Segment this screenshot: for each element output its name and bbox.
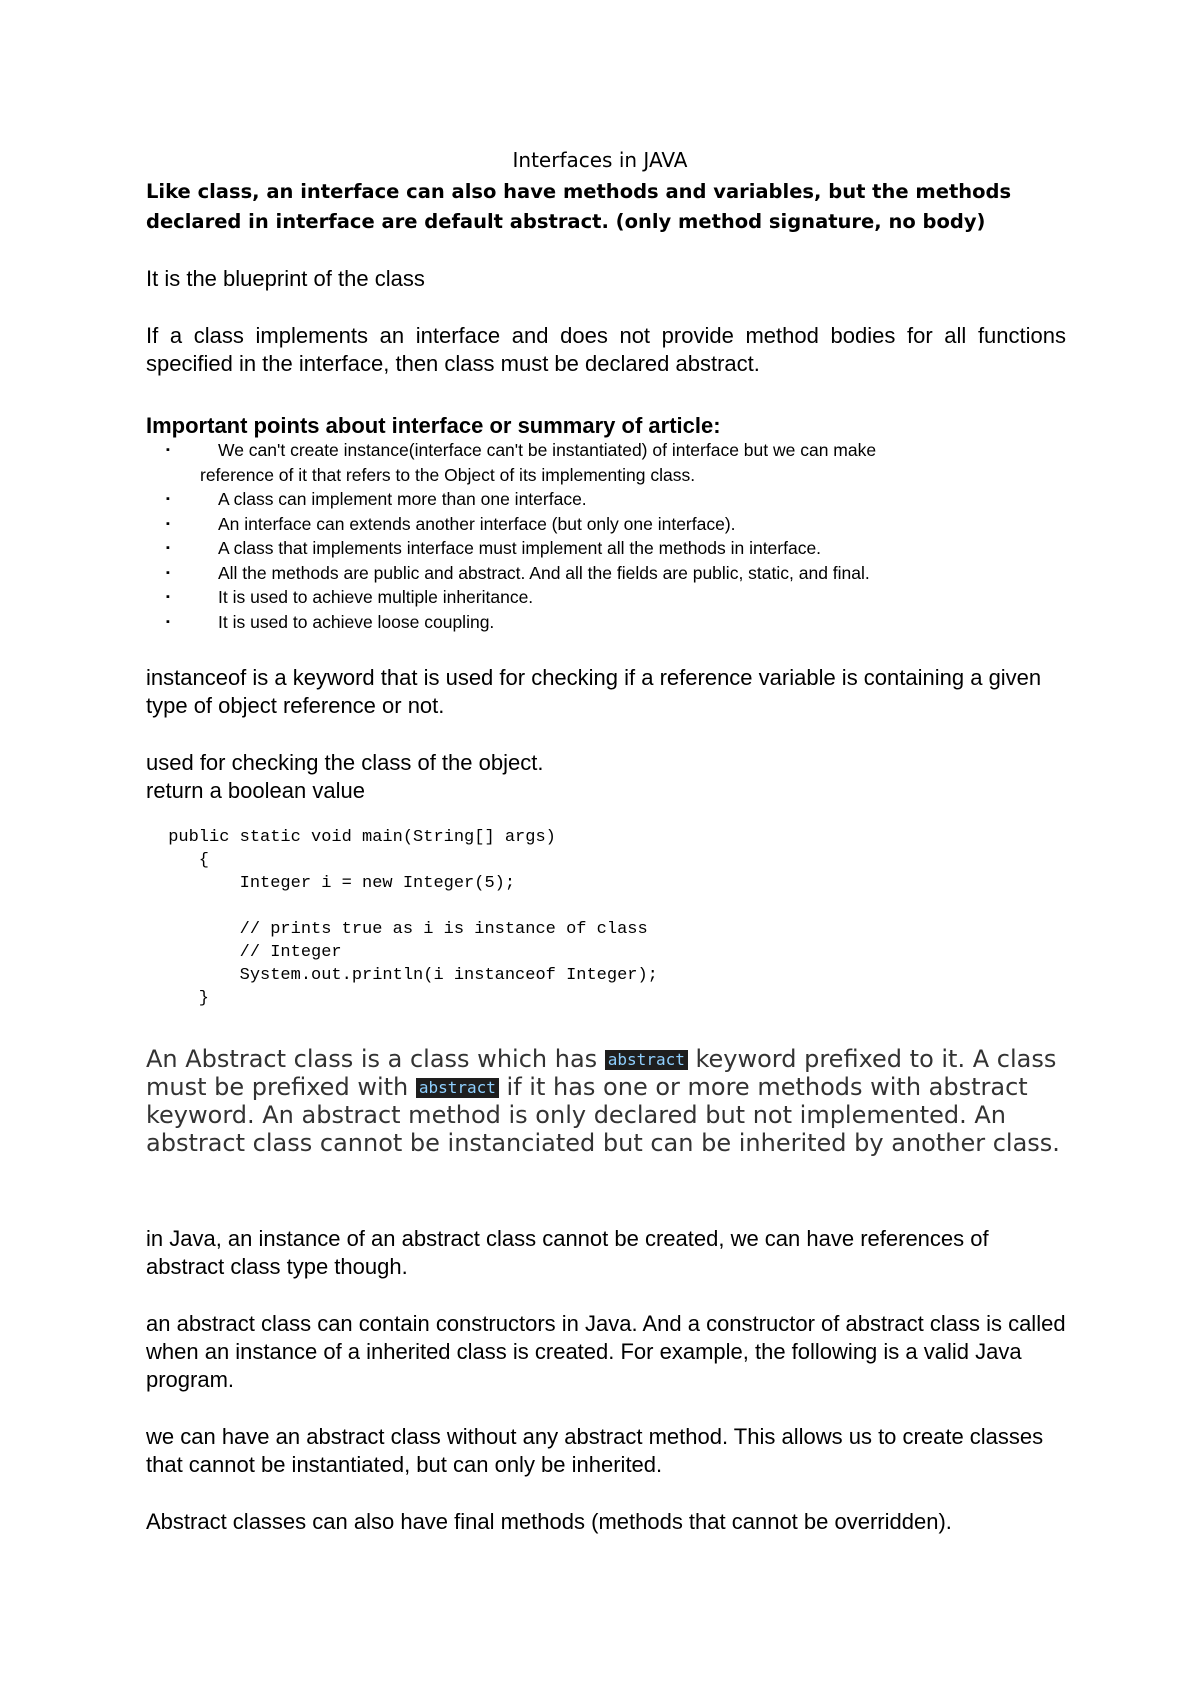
list-item-text: reference of it that refers to the Object of its implementing class. (200, 464, 696, 485)
intro-paragraph: Like class, an interface can also have methods and variables, but the methods declared in interface are default abstract. (only method signature, no body) (146, 180, 1012, 233)
abstract-class-paragraph (146, 1045, 1066, 1157)
list-item-text: A class can implement more than one interface. (218, 489, 587, 509)
bullet-icon: ▪ (166, 542, 170, 554)
constructor-paragraph: an abstract class can contain constructors in Java. And a constructor of abstract class is called when an instance of a inherited class is created. For example, the following is a valid Java program. (146, 1311, 1066, 1392)
list-item-text: It is used to achieve multiple inheritance. (218, 587, 534, 607)
list-item (146, 561, 1066, 586)
list-item (146, 610, 1066, 635)
abstract-text-part: An Abstract class is a class which has (146, 1045, 605, 1073)
abstract-text-part: if it has one or more methods with abstract keyword. An abstract method is only declared but not implemented. An abstract class cannot be instanciated but can be inherited by another class. (146, 1073, 1060, 1157)
list-item-text: We can't create instance(interface can't be instantiated) of interface but we can make (218, 440, 877, 460)
abstract-text-part: keyword prefixed to it. A class must be prefixed with (146, 1045, 1057, 1101)
bullet-icon: ▪ (166, 517, 170, 530)
abstract-keyword-badge: abstract (605, 1050, 688, 1070)
bullet-icon: ▪ (166, 444, 170, 456)
bullet-icon: ▪ (166, 591, 170, 603)
list-item-text: A class that implements interface must implement all the methods in interface. (218, 538, 822, 558)
list-item (146, 512, 1066, 537)
checking-line: used for checking the class of the object. (146, 750, 544, 775)
list-item (146, 487, 1066, 512)
list-item (146, 536, 1066, 561)
implements-paragraph: If a class implements an interface and does not provide method bodies for all functions specified in the interface, then class must be declared abstract. (146, 323, 1066, 376)
summary-list (146, 438, 1066, 634)
summary-heading: Important points about interface or summary of article: (146, 413, 721, 438)
list-item (146, 585, 1066, 610)
list-item-text: An interface can extends another interface (but only one interface). (218, 513, 736, 534)
bullet-icon: ▪ (166, 566, 170, 579)
abstract-keyword-badge: abstract (416, 1078, 499, 1098)
bullet-icon: ▪ (166, 615, 170, 628)
page-title: Interfaces in JAVA (512, 148, 688, 172)
bullet-icon: ▪ (166, 493, 170, 505)
without-abstract-paragraph: we can have an abstract class without any abstract method. This allows us to create classes that cannot be instantiated, but can only be inherited. (146, 1424, 1044, 1477)
list-item-text: It is used to achieve loose coupling. (218, 611, 495, 632)
java-instance-paragraph: in Java, an instance of an abstract class cannot be created, we can have references of abstract class type though. (146, 1226, 989, 1279)
blueprint-paragraph: It is the blueprint of the class (146, 266, 425, 291)
list-item (146, 438, 1066, 487)
code-block: public static void main(String[] args) { Integer i = new Integer(5); // prints true as i is instance of class // Integer System.out.println(i instanceof Integer); } (168, 828, 658, 1008)
return-line: return a boolean value (146, 778, 365, 803)
instanceof-paragraph: instanceof is a keyword that is used for checking if a reference variable is containing a given type of object reference or not. (146, 665, 1042, 718)
final-methods-paragraph: Abstract classes can also have final methods (methods that cannot be overridden). (146, 1509, 952, 1534)
list-item-text: All the methods are public and abstract. And all the fields are public, static, and final. (218, 562, 870, 583)
